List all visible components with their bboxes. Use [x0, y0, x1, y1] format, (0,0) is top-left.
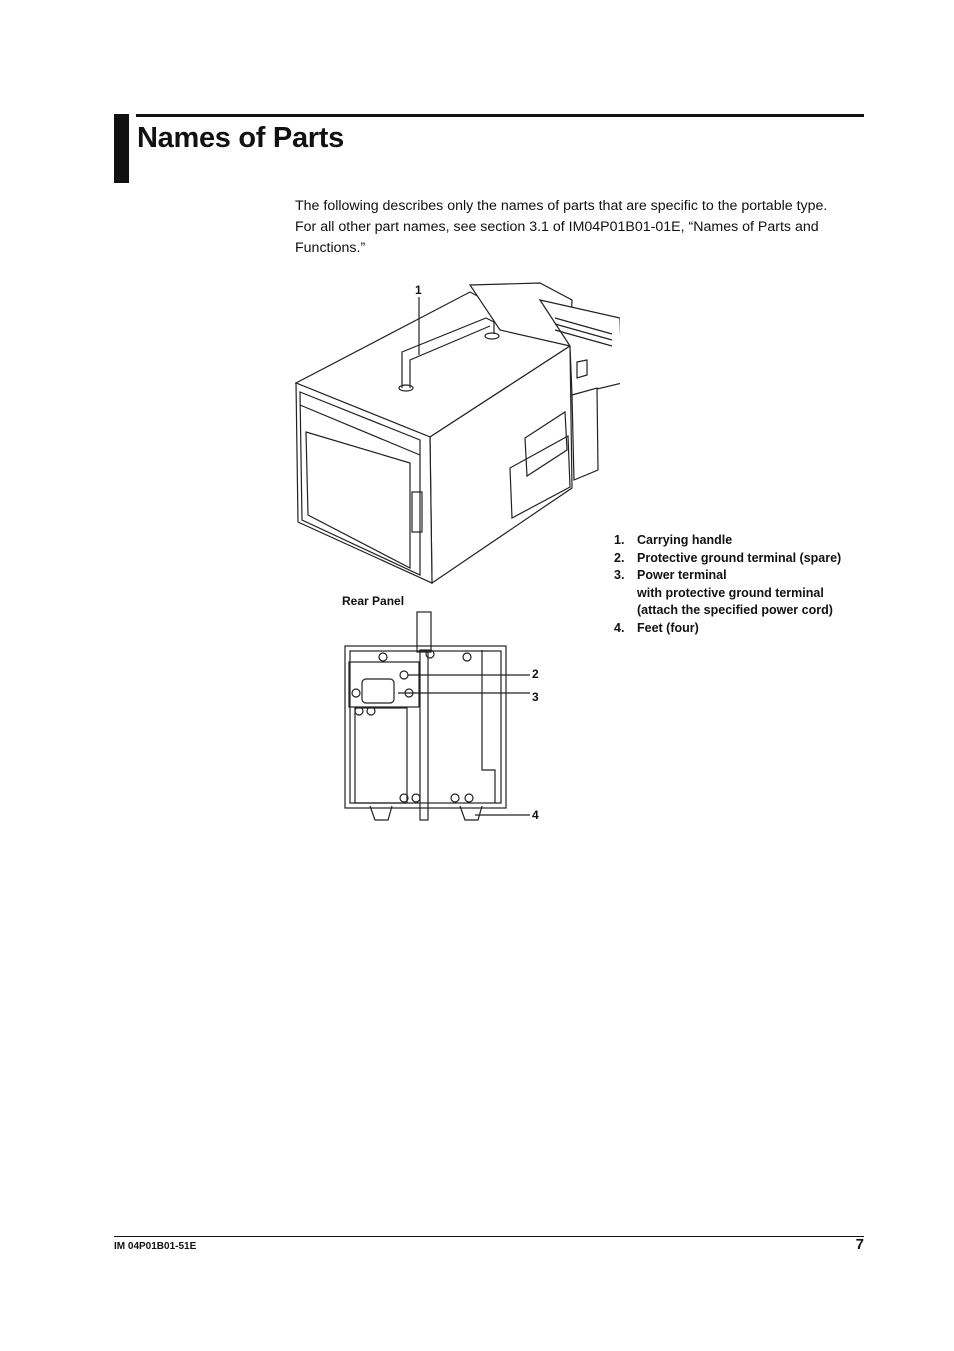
callout-4: 4 — [532, 808, 539, 822]
list-item — [614, 532, 841, 550]
item-number: 3. — [614, 568, 625, 583]
page-number: 7 — [855, 1236, 864, 1253]
document-id: IM 04P01B01-51E — [114, 1241, 197, 1252]
callout-3: 3 — [532, 690, 539, 704]
rear-panel-label: Rear Panel — [342, 594, 405, 608]
item-label: (attach the specified power cord) — [637, 603, 833, 618]
item-label: Carrying handle — [637, 533, 733, 547]
item-label: with protective ground terminal — [637, 585, 824, 600]
intro-line: Functions.” — [295, 240, 366, 256]
item-number: 4. — [614, 620, 625, 635]
intro-paragraph — [295, 196, 855, 259]
parts-legend — [614, 532, 841, 638]
item-label: Feet (four) — [637, 620, 699, 635]
page-title: Names of Parts — [137, 122, 344, 154]
list-item — [614, 620, 841, 638]
item-number: 2. — [614, 550, 625, 565]
heading-marker — [114, 114, 129, 183]
callout-2: 2 — [532, 667, 539, 681]
intro-line: The following describes only the names of parts that are specific to the portable type. — [295, 198, 828, 214]
intro-line: For all other part names, see section 3.1 of IM04P01B01-01E, “Names of Parts and — [295, 219, 819, 235]
item-number: 1. — [614, 533, 625, 547]
list-item — [614, 550, 841, 568]
heading-rule — [136, 114, 864, 117]
item-label: Power terminal — [637, 568, 727, 583]
callout-1: 1 — [415, 283, 422, 297]
item-label: Protective ground terminal (spare) — [637, 550, 842, 565]
list-item — [614, 567, 841, 620]
footer-rule — [114, 1236, 864, 1237]
recorder-illustration — [280, 270, 620, 830]
